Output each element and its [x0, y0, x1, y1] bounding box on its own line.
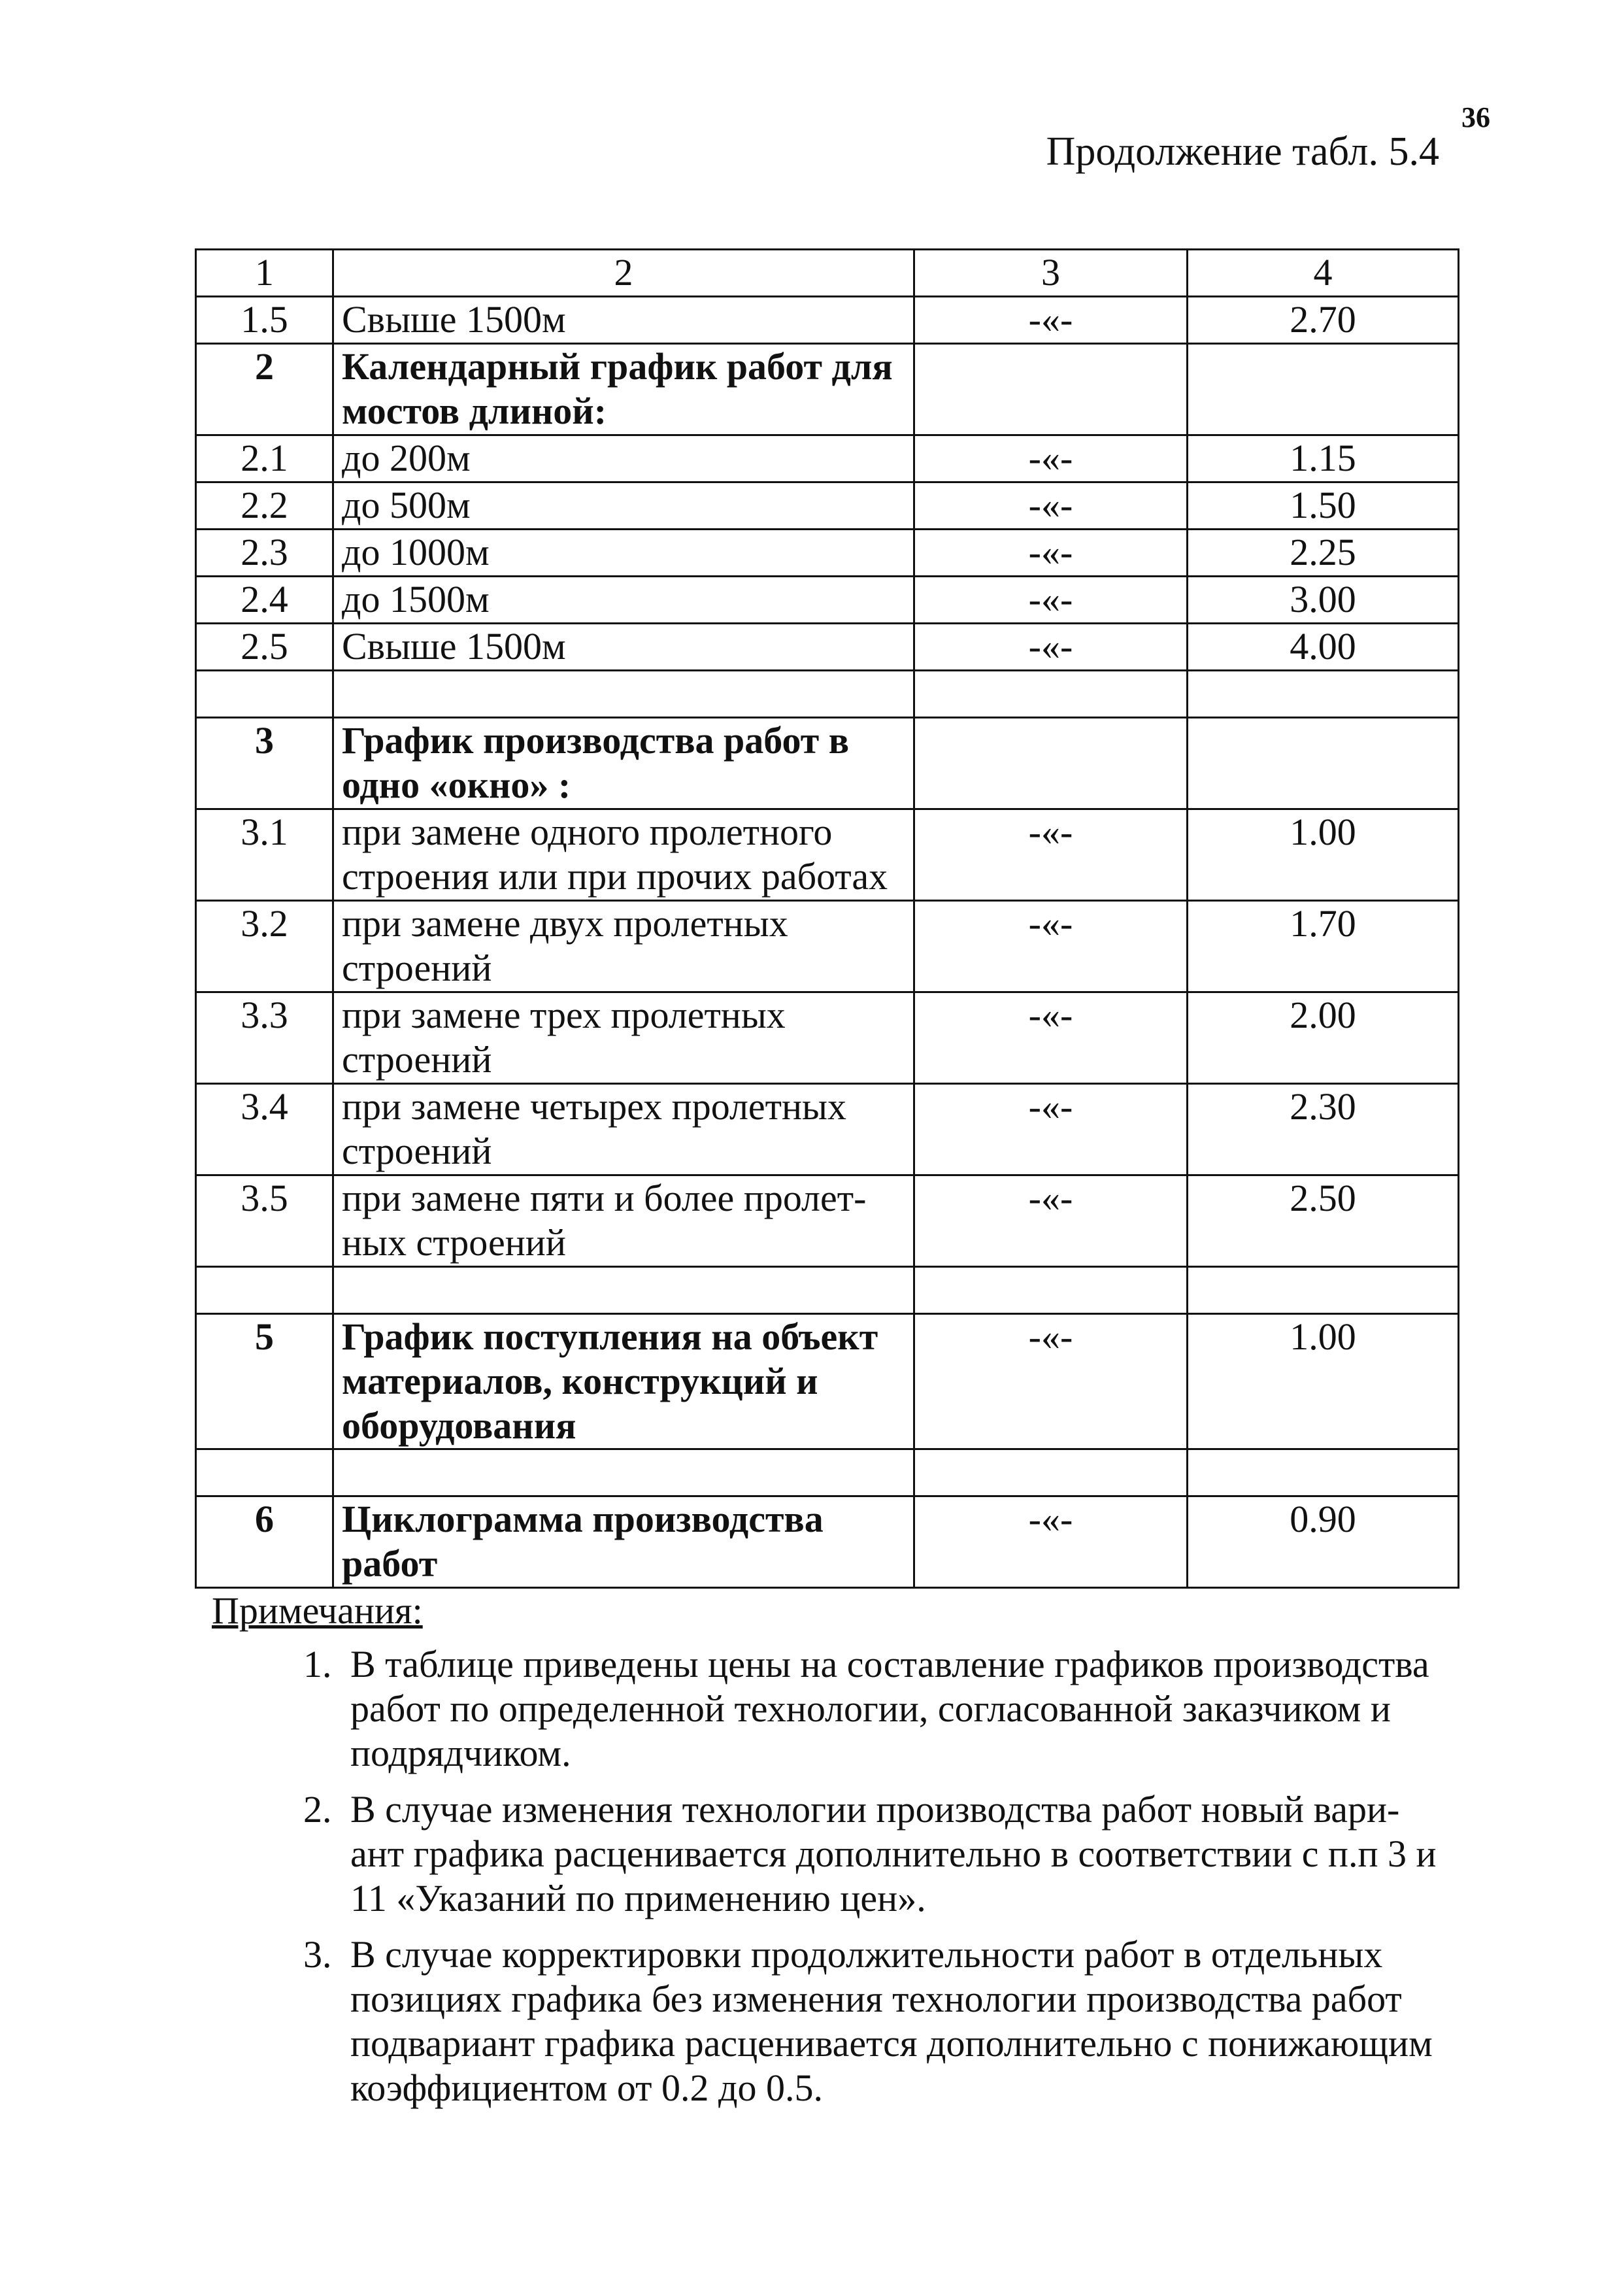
row-number-cell: 3.3 [196, 992, 333, 1084]
row-unit-cell: -«- [914, 1496, 1188, 1588]
row-number-cell: 5 [196, 1314, 333, 1449]
row-unit-cell [914, 671, 1188, 718]
row-value-cell [1188, 1267, 1459, 1314]
notes-section [209, 1589, 1451, 2122]
table-row [196, 530, 1459, 577]
notes-title: Примечания: [212, 1589, 423, 1632]
row-value-cell: 2.25 [1188, 530, 1459, 577]
row-name-cell: при замене пяти и более пролет-ных строений [333, 1175, 914, 1267]
table-row [196, 992, 1459, 1084]
row-name-cell: до 500м [333, 482, 914, 530]
row-value-cell: 2.30 [1188, 1084, 1459, 1175]
row-unit-cell [914, 1449, 1188, 1496]
row-value-cell: 4.00 [1188, 624, 1459, 671]
table-row [196, 482, 1459, 530]
row-value-cell: 1.50 [1188, 482, 1459, 530]
table-spacer-row [196, 1267, 1459, 1314]
row-name-cell: График поступления на объект материалов, конструкций и оборудования [333, 1314, 914, 1449]
table-spacer-row [196, 671, 1459, 718]
header-cell-1: 1 [196, 250, 333, 297]
row-value-cell: 1.00 [1188, 809, 1459, 901]
row-number-cell [196, 1267, 333, 1314]
row-name-cell: до 200м [333, 435, 914, 482]
row-value-cell: 3.00 [1188, 577, 1459, 624]
row-value-cell [1188, 718, 1459, 809]
row-name-cell [333, 671, 914, 718]
row-number-cell: 6 [196, 1496, 333, 1588]
row-unit-cell: -«- [914, 435, 1188, 482]
page-number: 36 [1461, 101, 1490, 133]
row-name-cell: до 1500м [333, 577, 914, 624]
row-name-cell: Циклограмма производства работ [333, 1496, 914, 1588]
note-item: 1. В таблице приведены цены на составление графиков производства работ по определенной технологии, согласованной заказчиком и подрядчиком. [341, 1642, 1451, 1776]
row-name-cell: Свыше 1500м [333, 297, 914, 344]
row-name-cell: График производства работ в одно «окно» : [333, 718, 914, 809]
row-number-cell: 3.1 [196, 809, 333, 901]
table-row [196, 809, 1459, 901]
row-number-cell: 3.2 [196, 901, 333, 992]
row-unit-cell: -«- [914, 1314, 1188, 1449]
table-header-row [196, 250, 1459, 297]
row-unit-cell: -«- [914, 624, 1188, 671]
row-value-cell [1188, 344, 1459, 435]
table-row [196, 577, 1459, 624]
row-number-cell: 2.5 [196, 624, 333, 671]
row-unit-cell: -«- [914, 809, 1188, 901]
row-unit-cell: -«- [914, 992, 1188, 1084]
row-unit-cell: -«- [914, 530, 1188, 577]
row-unit-cell [914, 1267, 1188, 1314]
row-name-cell [333, 1267, 914, 1314]
table-row [196, 344, 1459, 435]
row-number-cell: 1.5 [196, 297, 333, 344]
table-row [196, 297, 1459, 344]
row-name-cell: при замене трех пролетных строений [333, 992, 914, 1084]
note-item: 2. В случае изменения технологии производства работ новый вари-ант графика расценивается дополнительно в соответствии с п.п 3 и 11 «Указаний по применению цен». [341, 1787, 1451, 1921]
row-value-cell [1188, 1449, 1459, 1496]
row-unit-cell: -«- [914, 1175, 1188, 1267]
header-cell-4: 4 [1188, 250, 1459, 297]
table-row [196, 901, 1459, 992]
row-number-cell: 2.4 [196, 577, 333, 624]
row-number-cell [196, 671, 333, 718]
row-name-cell: до 1000м [333, 530, 914, 577]
row-unit-cell: -«- [914, 901, 1188, 992]
row-name-cell: Календарный график работ для мостов длиной: [333, 344, 914, 435]
table-row [196, 718, 1459, 809]
row-number-cell: 3.4 [196, 1084, 333, 1175]
table-row [196, 624, 1459, 671]
row-unit-cell: -«- [914, 577, 1188, 624]
row-unit-cell: -«- [914, 482, 1188, 530]
row-value-cell: 1.15 [1188, 435, 1459, 482]
row-number-cell [196, 1449, 333, 1496]
price-table-body [196, 250, 1459, 1588]
table-row [196, 1314, 1459, 1449]
row-unit-cell: -«- [914, 1084, 1188, 1175]
row-name-cell: при замене четырех пролетных строений [333, 1084, 914, 1175]
row-value-cell: 2.70 [1188, 297, 1459, 344]
row-number-cell: 3.5 [196, 1175, 333, 1267]
table-continuation-caption: Продолжение табл. 5.4 [1046, 129, 1439, 174]
row-number-cell: 2.3 [196, 530, 333, 577]
header-cell-2: 2 [333, 250, 914, 297]
notes-list [209, 1642, 1451, 2110]
row-unit-cell [914, 344, 1188, 435]
row-number-cell: 2 [196, 344, 333, 435]
row-name-cell [333, 1449, 914, 1496]
table-row [196, 435, 1459, 482]
table-row [196, 1496, 1459, 1588]
table-spacer-row [196, 1449, 1459, 1496]
header-cell-3: 3 [914, 250, 1188, 297]
row-number-cell: 2.1 [196, 435, 333, 482]
note-item: 3. В случае корректировки продолжительности работ в отдельных позициях графика без изменения технологии производства работ подвариант графика расценивается дополнительно с понижающим коэффициентом от 0.2 до 0.5. [341, 1933, 1451, 2110]
row-number-cell: 2.2 [196, 482, 333, 530]
row-value-cell: 0.90 [1188, 1496, 1459, 1588]
table-row [196, 1175, 1459, 1267]
row-name-cell: при замене двух пролетных строений [333, 901, 914, 992]
row-value-cell: 1.00 [1188, 1314, 1459, 1449]
row-value-cell: 2.00 [1188, 992, 1459, 1084]
row-unit-cell: -«- [914, 297, 1188, 344]
row-value-cell: 2.50 [1188, 1175, 1459, 1267]
row-name-cell: Свыше 1500м [333, 624, 914, 671]
row-value-cell [1188, 671, 1459, 718]
price-table [195, 248, 1459, 1589]
row-unit-cell [914, 718, 1188, 809]
row-name-cell: при замене одного пролетного строения или при прочих работах [333, 809, 914, 901]
row-value-cell: 1.70 [1188, 901, 1459, 992]
row-number-cell: 3 [196, 718, 333, 809]
table-row [196, 1084, 1459, 1175]
